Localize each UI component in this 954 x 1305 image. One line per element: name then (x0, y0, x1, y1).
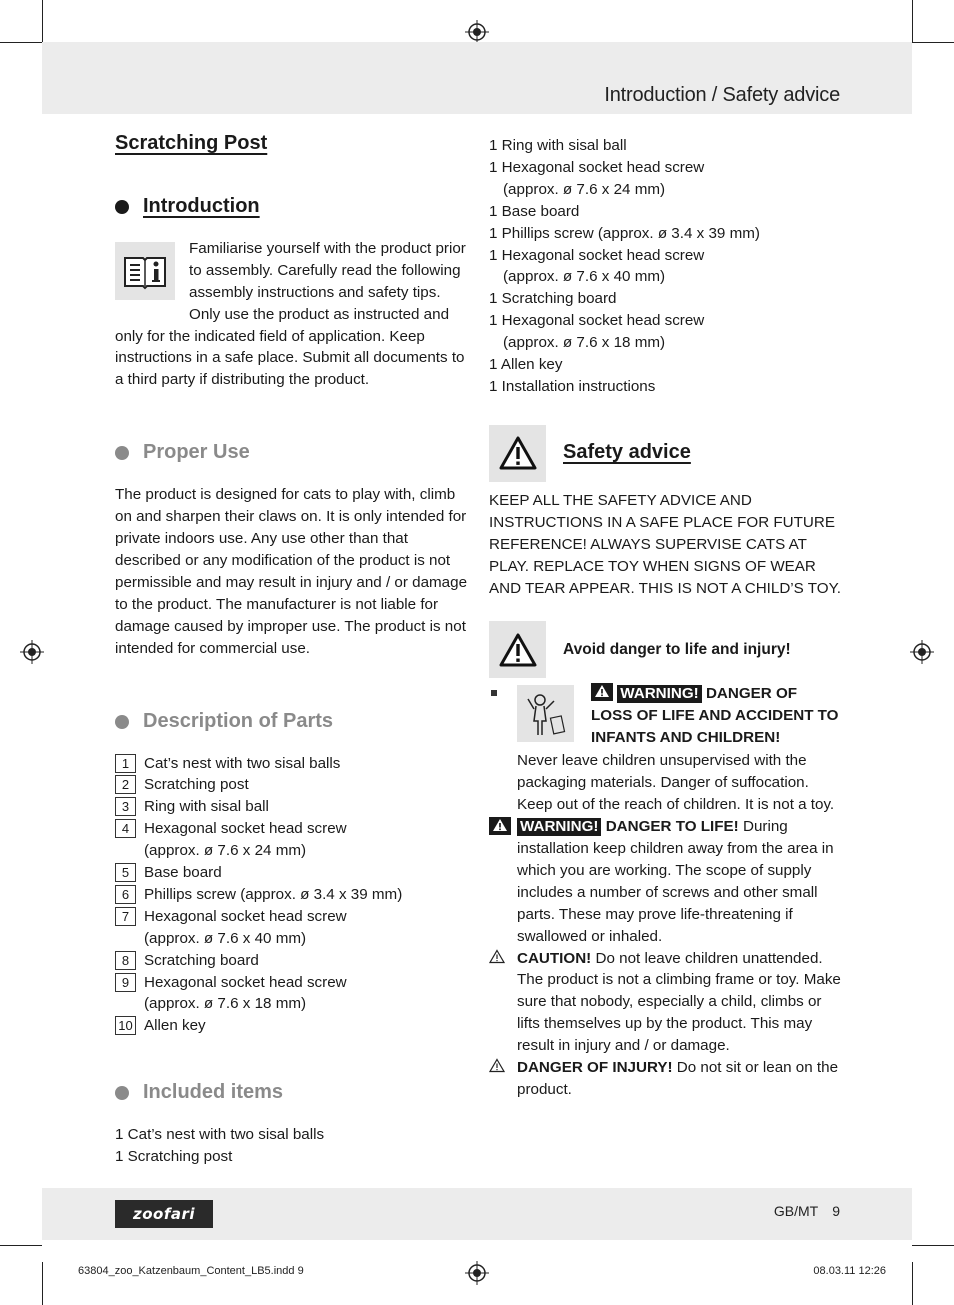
section-heading-parts: Description of Parts (115, 708, 467, 736)
square-bullet-icon (491, 690, 497, 696)
injury-title: DANGER OF INJURY! (517, 1059, 673, 1077)
warning-badge: WARNING! (617, 685, 701, 703)
part-item (115, 972, 467, 994)
part-label: Base board (144, 864, 222, 882)
part-label: Cat’s nest with two sisal balls (144, 754, 341, 772)
caution-block (489, 948, 841, 1058)
registration-mark-icon (465, 1261, 489, 1285)
part-item (115, 862, 467, 884)
part-label: Ring with sisal ball (144, 798, 269, 816)
crop-mark (912, 1262, 913, 1305)
info-book-icon (115, 242, 175, 300)
caution-triangle-icon (489, 1058, 505, 1080)
list-item: 1 Hexagonal socket head screw (489, 312, 705, 330)
page-reference (774, 1203, 840, 1219)
list-item: 1 Base board (489, 202, 580, 220)
crop-mark (0, 1245, 42, 1246)
registration-mark-icon (465, 20, 489, 44)
list-item-sub: (approx. ø 7.6 x 18 mm) (503, 334, 666, 352)
caution-triangle-icon (489, 949, 505, 971)
intro-text: Familiarise yourself with the product prior to assembly. Carefully read the following assembly instructions and safety tips. Only use the product as instructed and only for the indicated field of application. Keep instructions in a safe place. Submit all documents to a third party if distributing the product. (115, 239, 466, 389)
part-sub-label: (approx. ø 7.6 x 24 mm) (144, 842, 307, 860)
list-item: 1 Installation instructions (489, 377, 656, 395)
list-item: 1 Hexagonal socket head screw (489, 158, 705, 176)
part-item (115, 950, 467, 972)
part-item (115, 774, 467, 796)
list-item: 1 Scratching board (489, 290, 617, 308)
part-number: 9 (115, 973, 136, 992)
warning-1-text: Never leave children unsupervised with the packaging materials. Danger of suffocation. Keep out of the reach of children. It is not a toy. (517, 752, 835, 814)
crop-mark (912, 1245, 954, 1246)
part-label: Hexagonal socket head screw (144, 973, 347, 991)
language-code: GB/MT (773, 1203, 819, 1219)
crop-mark (42, 1262, 43, 1305)
part-sub-label: (approx. ø 7.6 x 40 mm) (144, 929, 307, 947)
file-info: 63804_zoo_Katzenbaum_Content_LB5.indd 9 (78, 1265, 304, 1277)
warning-2-block (489, 816, 841, 947)
warning-1-block (489, 683, 841, 759)
part-sub-label: (approx. ø 7.6 x 18 mm) (144, 995, 307, 1013)
list-item: 1 Scratching post (115, 1148, 233, 1166)
bullet-icon (115, 715, 129, 729)
part-number: 2 (115, 775, 136, 794)
bullet-icon (115, 1086, 129, 1100)
part-label: Allen key (144, 1017, 206, 1035)
registration-mark-icon (20, 640, 44, 664)
crop-mark (912, 42, 954, 43)
part-number: 1 (115, 754, 136, 773)
safety-caps-text: KEEP ALL THE SAFETY ADVICE AND INSTRUCTIONS IN A SAFE PLACE FOR FUTURE REFERENCE! ALWAYS SUPERVISE CATS AT PLAY. REPLACE TOY WHEN SIGNS OF WEAR AND TEAR APPEAR. THIS IS NOT A CHILD’S TOY. (489, 491, 841, 597)
section-heading-included: Included items (115, 1079, 467, 1107)
warning-triangle-icon (489, 621, 546, 678)
part-label: Hexagonal socket head screw (144, 907, 347, 925)
included-list-right (489, 135, 841, 398)
part-number: 7 (115, 907, 136, 926)
intro-block (115, 238, 467, 391)
part-label: Phillips screw (approx. ø 3.4 x 39 mm) (144, 885, 403, 903)
caution-title: CAUTION! (517, 949, 592, 967)
parts-list (115, 753, 467, 1038)
page-number: 9 (832, 1203, 840, 1219)
list-item: 1 Phillips screw (approx. ø 3.4 x 39 mm) (489, 224, 760, 242)
warning-1-title: WARNING! DANGER OF LOSS OF LIFE AND ACCIDENT TO INFANTS AND CHILDREN! (591, 685, 839, 747)
injury-text: Do not sit or lean on the product. (517, 1059, 839, 1098)
warning-triangle-icon (489, 425, 546, 482)
part-item (115, 1015, 467, 1037)
warning-2-title: DANGER TO LIFE! (605, 818, 739, 836)
safety-heading: Safety advice (563, 441, 691, 464)
part-number: 6 (115, 885, 136, 904)
included-list-left (115, 1124, 467, 1168)
proper-use-text: The product is designed for cats to play with, climb on and sharpen their claws on. It is only intended for private indoors use. Any use other than that described or any modification of the product is not permissible and may result in injury and / or damage to the product. The manufacturer is not liable for damage caused by improper use. The product is not intended for commercial use. (115, 486, 468, 657)
list-item: 1 Hexagonal socket head screw (489, 246, 705, 264)
crop-mark (912, 0, 913, 42)
part-item (115, 906, 467, 928)
left-column (115, 130, 467, 1168)
warning-triangle-icon (489, 817, 511, 835)
warning-triangle-icon (591, 683, 613, 701)
part-label: Scratching post (144, 776, 249, 794)
list-item: 1 Cat’s nest with two sisal balls (115, 1126, 325, 1144)
list-item: 1 Ring with sisal ball (489, 137, 627, 154)
part-label: Hexagonal socket head screw (144, 820, 347, 838)
part-number: 3 (115, 797, 136, 816)
warning-2-text: During installation keep children away from the area in which you are working. The scope of supply includes a number of screws and other small parts. These may prove life-threatening if swallowed or inhaled. (517, 818, 834, 945)
list-item-sub: (approx. ø 7.6 x 24 mm) (503, 180, 666, 198)
warning-badge: WARNING! (517, 818, 601, 836)
bullet-icon (115, 446, 129, 460)
caution-text: Do not leave children unattended. The product is not a climbing frame or toy. Make sure that nobody, especially a child, climbs or lifts themselves up by the product. This may result in injury and / or damage. (517, 949, 841, 1055)
part-number: 8 (115, 951, 136, 970)
avoid-danger-block (489, 621, 841, 678)
brand-logo: zoofari (115, 1200, 213, 1228)
part-number: 5 (115, 863, 136, 882)
crop-mark (42, 0, 43, 42)
registration-mark-icon (910, 640, 934, 664)
child-warning-icon (517, 685, 574, 742)
part-item (115, 796, 467, 818)
right-column (489, 135, 841, 1101)
part-item (115, 884, 467, 906)
section-heading-introduction: Introduction (115, 193, 467, 221)
page-header-title: Introduction / Safety advice (604, 84, 840, 106)
list-item-sub: (approx. ø 7.6 x 40 mm) (503, 268, 666, 286)
file-date: 08.03.11 12:26 (813, 1265, 886, 1277)
part-item (115, 753, 467, 775)
part-item (115, 818, 467, 840)
part-number: 4 (115, 819, 136, 838)
bullet-icon (115, 200, 129, 214)
crop-mark (0, 42, 42, 43)
section-heading-proper-use: Proper Use (115, 439, 467, 467)
part-number: 10 (115, 1016, 136, 1035)
part-label: Scratching board (144, 951, 259, 969)
document-title: Scratching Post (115, 132, 268, 154)
safety-heading-block (489, 425, 841, 482)
list-item: 1 Allen key (489, 356, 563, 374)
injury-block (489, 1057, 841, 1101)
avoid-danger-heading: Avoid danger to life and injury! (563, 640, 791, 658)
